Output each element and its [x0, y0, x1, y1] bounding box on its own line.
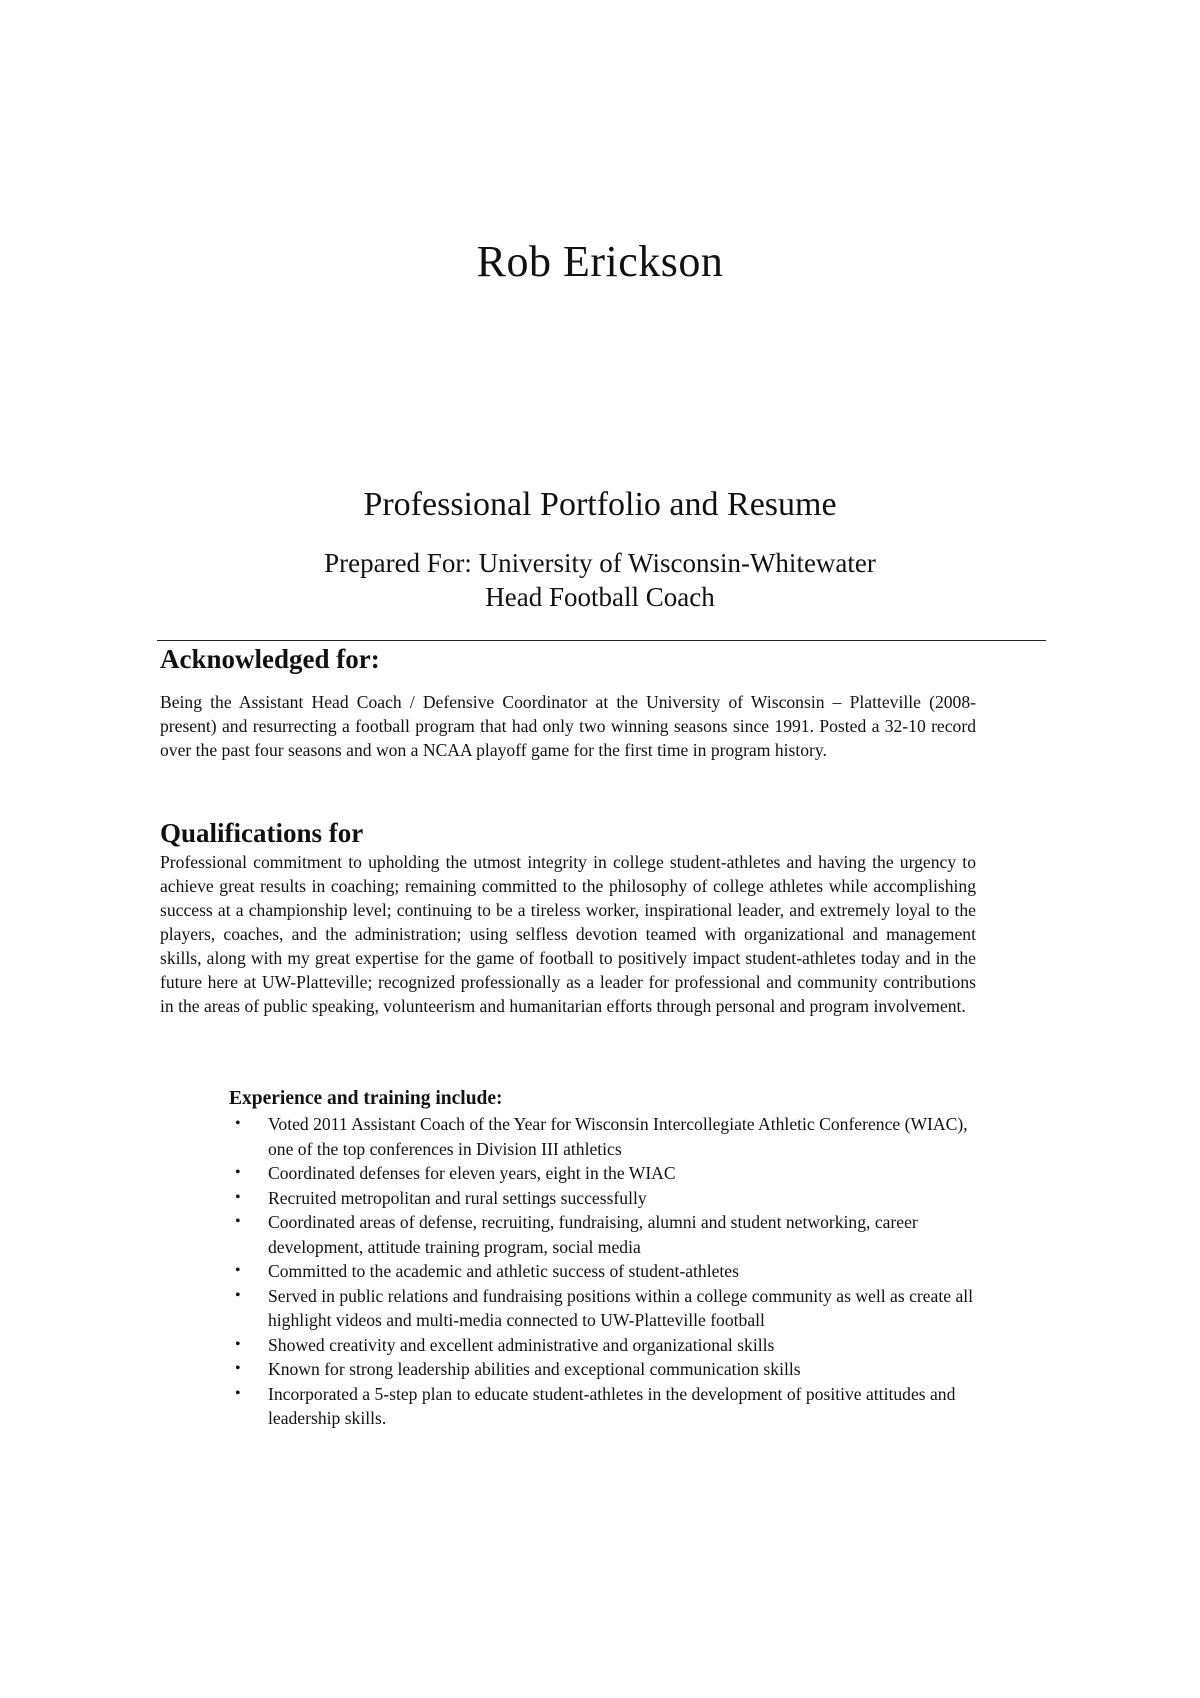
section-divider	[157, 640, 1046, 641]
qualifications-paragraph: Professional commitment to upholding the utmost integrity in college student-athletes and having the urgency to achieve great results in coaching; remaining committed to the philosophy of college athletes while accomplishing success at a championship level; continuing to be a tireless worker, inspirational leader, and extremely loyal to the players, coaches, and the administration; using selfless devotion teamed with organizational and management skills, along with my great expertise for the game of football to positively impact student-athletes today and in the future here at UW-Platteville; recognized professionally as a leader for professional and community contributions in the areas of public speaking, volunteerism and humanitarian efforts through personal and program involvement.	[160, 852, 976, 1016]
bullet-icon: •	[235, 1213, 241, 1230]
experience-item	[229, 1161, 989, 1186]
prepared-position-line: Head Football Coach	[485, 582, 715, 612]
bullet-icon: •	[235, 1335, 241, 1353]
bullet-icon: •	[235, 1115, 241, 1132]
experience-item	[229, 1382, 989, 1431]
experience-item	[229, 1357, 989, 1382]
portfolio-title: Professional Portfolio and Resume	[363, 486, 837, 523]
experience-item-text: Served in public relations and fundraising positions within a college community as well as create all highlight videos and multi-media connected to UW-Platteville football	[268, 1285, 974, 1330]
experience-heading: Experience and training include:	[229, 1088, 503, 1109]
acknowledged-paragraph: Being the Assistant Head Coach / Defensive Coordinator at the University of Wisconsin – Platteville (2008-present) and resurrecting a football program that had only two winning seasons since 1991. Posted a 32-10 record over the past four seasons and won a NCAA playoff game for the first time in program history.	[160, 692, 976, 760]
bullet-icon: •	[235, 1188, 241, 1206]
experience-item-text: Known for strong leadership abilities and exceptional communication skills	[268, 1359, 801, 1379]
experience-item-text: Coordinated defenses for eleven years, eight in the WIAC	[268, 1163, 676, 1183]
experience-item-text: Incorporated a 5-step plan to educate student-athletes in the development of positive attitudes and leadership skills.	[268, 1383, 956, 1428]
experience-item-text: Showed creativity and excellent administrative and organizational skills	[268, 1334, 775, 1355]
experience-item	[229, 1259, 989, 1284]
prepared-for-line: Prepared For: University of Wisconsin-Whitewater	[324, 548, 876, 578]
experience-item-text: Recruited metropolitan and rural settings successfully	[268, 1187, 647, 1208]
experience-item	[229, 1284, 989, 1333]
experience-item-text: Committed to the academic and athletic success of student-athletes	[268, 1261, 739, 1281]
bullet-icon: •	[235, 1164, 241, 1181]
bullet-icon: •	[235, 1286, 241, 1304]
acknowledged-heading: Acknowledged for:	[160, 644, 380, 674]
candidate-name: Rob Erickson	[476, 237, 724, 286]
experience-item	[229, 1210, 989, 1259]
experience-list	[229, 1112, 989, 1431]
experience-item-text: Coordinated areas of defense, recruiting, fundraising, alumni and student networking, career development, attitude training program, social media	[268, 1212, 918, 1257]
experience-item	[229, 1333, 989, 1358]
bullet-icon: •	[235, 1262, 241, 1279]
bullet-icon: •	[235, 1384, 241, 1402]
experience-item	[229, 1186, 989, 1211]
qualifications-heading: Qualifications for	[160, 818, 364, 848]
experience-item-text: Voted 2011 Assistant Coach of the Year for Wisconsin Intercollegiate Athletic Conference (WIAC), one of the top conferences in Division III athletics	[268, 1114, 968, 1159]
bullet-icon: •	[235, 1360, 241, 1377]
experience-item	[229, 1112, 989, 1161]
